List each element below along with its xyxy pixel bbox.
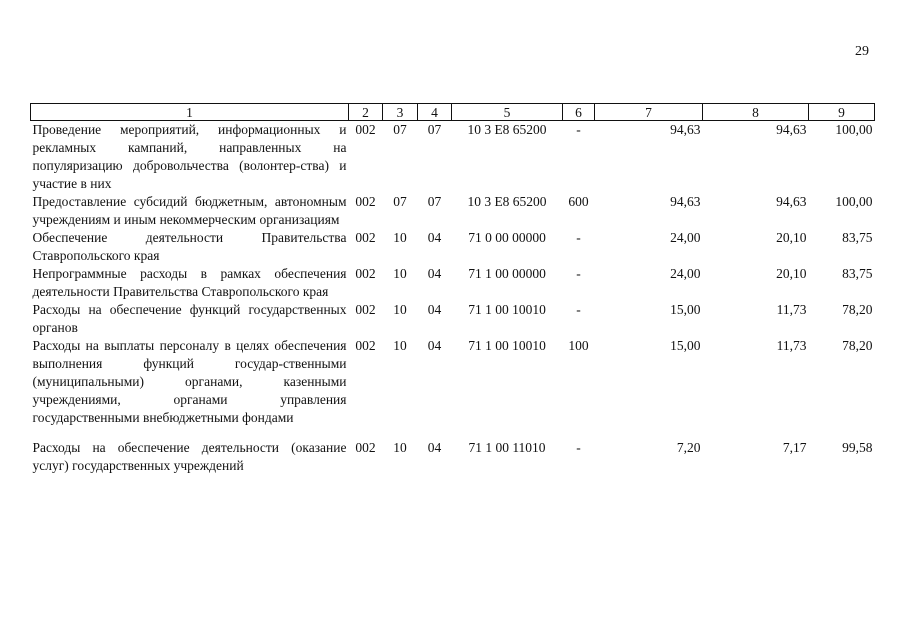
table-row: [31, 439, 875, 475]
executed-amount: 94,63: [776, 194, 807, 209]
subsection-code: 04: [427, 266, 442, 281]
expense-name: Расходы на обеспечение функций государственных органов: [32, 302, 347, 335]
column-header: 1: [31, 104, 349, 121]
execution-percent: 78,20: [842, 302, 873, 317]
expense-type: -: [576, 440, 581, 455]
executed-amount: 11,73: [776, 338, 807, 353]
executed-amount: 20,10: [776, 266, 807, 281]
subsection-code: 04: [427, 302, 442, 317]
execution-percent: 83,75: [842, 266, 873, 281]
planned-amount: 7,20: [676, 440, 701, 455]
executed-amount: 20,10: [776, 230, 807, 245]
expense-type: -: [576, 266, 581, 281]
planned-amount: 15,00: [670, 338, 701, 353]
target-article: 10 3 Е8 65200: [467, 122, 547, 137]
expense-name: Непрограммные расходы в рамках обеспечения деятельности Правительства Ставропольского края: [32, 266, 347, 299]
expense-name: Проведение мероприятий, информационных и рекламных кампаний, направленных на популяризацию добровольчества (волонтер-ства) и участие в них: [32, 122, 347, 191]
expense-name: Расходы на выплаты персоналу в целях обеспечения выполнения функций государ-ственными (муниципальными) органами, казенными учреждениями, органами управления государственными внебюджетными фондами: [32, 338, 347, 425]
target-article: 10 3 Е8 65200: [467, 194, 547, 209]
expense-type: -: [576, 302, 581, 317]
budget-table: [30, 103, 875, 475]
table-row: [31, 301, 875, 337]
planned-amount: 94,63: [670, 194, 701, 209]
column-header: 9: [809, 104, 875, 121]
page-number: 29: [855, 44, 869, 59]
subsection-code: 07: [427, 194, 442, 209]
planned-amount: 94,63: [670, 122, 701, 137]
executed-amount: 7,17: [782, 440, 807, 455]
section-code: 10: [393, 266, 407, 281]
table-row: [31, 229, 875, 265]
execution-percent: 83,75: [842, 230, 873, 245]
table-row: [31, 121, 875, 194]
section-code: 10: [393, 230, 407, 245]
executed-amount: 94,63: [776, 122, 807, 137]
ministry-code: 002: [355, 440, 376, 455]
executed-amount: 11,73: [776, 302, 807, 317]
planned-amount: 24,00: [670, 266, 701, 281]
execution-percent: 99,58: [842, 440, 873, 455]
expense-type: 100: [568, 338, 589, 353]
execution-percent: 78,20: [842, 338, 873, 353]
expense-name: Предоставление субсидий бюджетным, автономным учреждениям и иным некоммерческим организациям: [32, 194, 347, 227]
column-header: 6: [563, 104, 595, 121]
column-header: 3: [383, 104, 418, 121]
target-article: 71 1 00 00000: [468, 266, 546, 281]
subsection-code: 04: [427, 338, 442, 353]
target-article: 71 1 00 11010: [468, 440, 546, 455]
table-row: [31, 193, 875, 229]
ministry-code: 002: [355, 230, 376, 245]
subsection-code: 04: [427, 230, 442, 245]
table-header: [31, 104, 875, 121]
execution-percent: 100,00: [835, 122, 873, 137]
target-article: 71 0 00 00000: [468, 230, 546, 245]
column-header: 2: [349, 104, 383, 121]
expense-type: 600: [568, 194, 589, 209]
expense-name: Расходы на обеспечение деятельности (оказание услуг) государственных учреждений: [32, 440, 347, 473]
column-header: 7: [595, 104, 703, 121]
section-code: 07: [393, 122, 407, 137]
column-header: 4: [418, 104, 452, 121]
subsection-code: 04: [427, 440, 442, 455]
ministry-code: 002: [355, 122, 376, 137]
planned-amount: 15,00: [670, 302, 701, 317]
section-code: 10: [393, 338, 407, 353]
subsection-code: 07: [427, 122, 442, 137]
execution-percent: 100,00: [835, 194, 873, 209]
column-header: 8: [703, 104, 809, 121]
column-header: 5: [452, 104, 563, 121]
ministry-code: 002: [355, 194, 376, 209]
section-code: 07: [393, 194, 407, 209]
ministry-code: 002: [355, 338, 376, 353]
section-code: 10: [393, 302, 407, 317]
expense-name: Обеспечение деятельности Правительства Ставропольского края: [32, 230, 347, 263]
ministry-code: 002: [355, 302, 376, 317]
target-article: 71 1 00 10010: [468, 302, 546, 317]
expense-type: -: [576, 230, 581, 245]
target-article: 71 1 00 10010: [468, 338, 546, 353]
ministry-code: 002: [355, 266, 376, 281]
table-row: [31, 337, 875, 439]
section-code: 10: [393, 440, 407, 455]
planned-amount: 24,00: [670, 230, 701, 245]
header-row: [31, 104, 875, 121]
expense-type: -: [576, 122, 581, 137]
table-row: [31, 265, 875, 301]
